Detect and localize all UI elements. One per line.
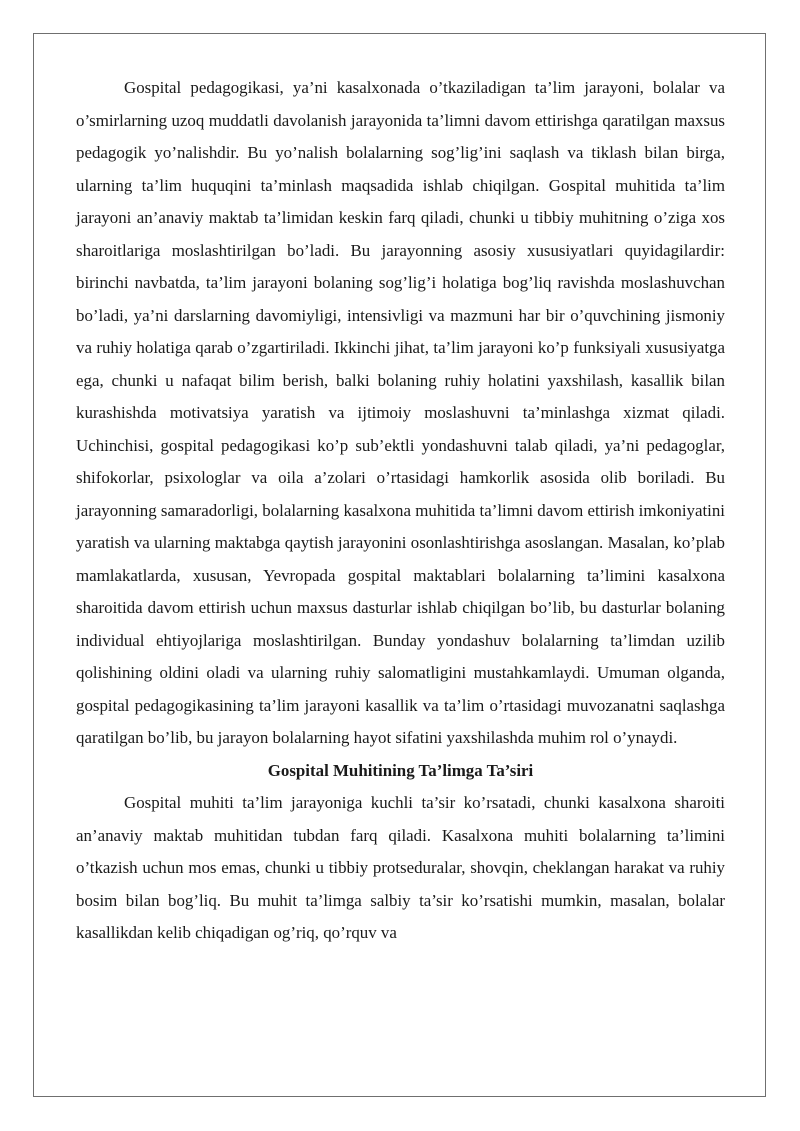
paragraph-intro: Gospital pedagogikasi, ya’ni kasalxonada o’tkaziladigan ta’lim jarayoni, bolalar va o’smirlarning uzoq muddatli davolanish jarayonida ta’limni davom ettirishga qaratilgan maxsus pedagogik yo’nalishdir. Bu yo’nalish bolalarning sog’lig’ini saqlash va tiklash bilan birga, ularning ta’lim huquqini ta’minlash maqsadida ishlab chiqilgan. Gospital muhitida ta’lim jarayoni an’anaviy maktab ta’limidan keskin farq qiladi, chunki u tibbiy muhitning o’ziga xos sharoitlariga moslashtirilgan bo’ladi. Bu jarayonning asosiy xususiyatlari quyidagilardir: birinchi navbatda, ta’lim jarayoni bolaning sog’lig’i holatiga bog’liq ravishda moslashuvchan bo’ladi, ya’ni darslarning davomiyligi, intensivligi va mazmuni har bir o’quvchining jismoniy va ruhiy holatiga qarab o’zgartiriladi. Ikkinchi jihat, ta’lim jarayoni ko’p funksiyali xususiyatga ega, chunki u nafaqat bilim berish, balki bolaning ruhiy holatini yaxshilash, kasallik bilan kurashishda motivatsiya yaratish va ijtimoiy moslashuvni ta’minlashga xizmat qiladi. Uchinchisi, gospital pedagogikasi ko’p sub’ektli yondashuvni talab qiladi, ya’ni pedagoglar, shifokorlar, psixologlar va oila a’zolari o’rtasidagi hamkorlik asosida olib boriladi. Bu jarayonning samaradorligi, bolalarning kasalxona muhitida ta’limni davom ettirish imkoniyatini yaratish va ularning maktabga qaytish jarayonini osonlashtirishga asoslangan. Masalan, ko’plab mamlakatlarda, xususan, Yevropada gospital maktablari bolalarning ta’limini kasalxona sharoitida davom ettirish uchun maxsus dasturlar ishlab chiqilgan bo’lib, bu dasturlar bolaning individual ehtiyojlariga moslashtirilgan. Bunday yondashuv bolalarning ta’limdan uzilib qolishining oldini oladi va ularning ruhiy salomatligini mustahkamlaydi. Umuman olganda, gospital pedagogikasining ta’lim jarayoni kasallik va ta’lim o’rtasidagi muvozanatni saqlashga qaratilgan bo’lib, bu jarayon bolalarning hayot sifatini yaxshilashda muhim rol o’ynaydi. (76, 78, 725, 747)
document-body (76, 72, 725, 950)
section-heading: Gospital Muhitining Ta’limga Ta’siri (267, 760, 534, 780)
paragraph-environment: Gospital muhiti ta’lim jarayoniga kuchli ta’sir ko’rsatadi, chunki kasalxona sharoiti an’anaviy maktab muhitidan tubdan farq qiladi. Kasalxona muhiti bolalarning ta’limini o’tkazish uchun mos emas, chunki u tibbiy protseduralar, shovqin, cheklangan harakat va ruhiy bosim bilan bog’liq. Bu muhit ta’limga salbiy ta’sir ko’rsatishi mumkin, masalan, bolalar kasallikdan kelib chiqadigan og’riq, qo’rquv va (76, 793, 725, 942)
